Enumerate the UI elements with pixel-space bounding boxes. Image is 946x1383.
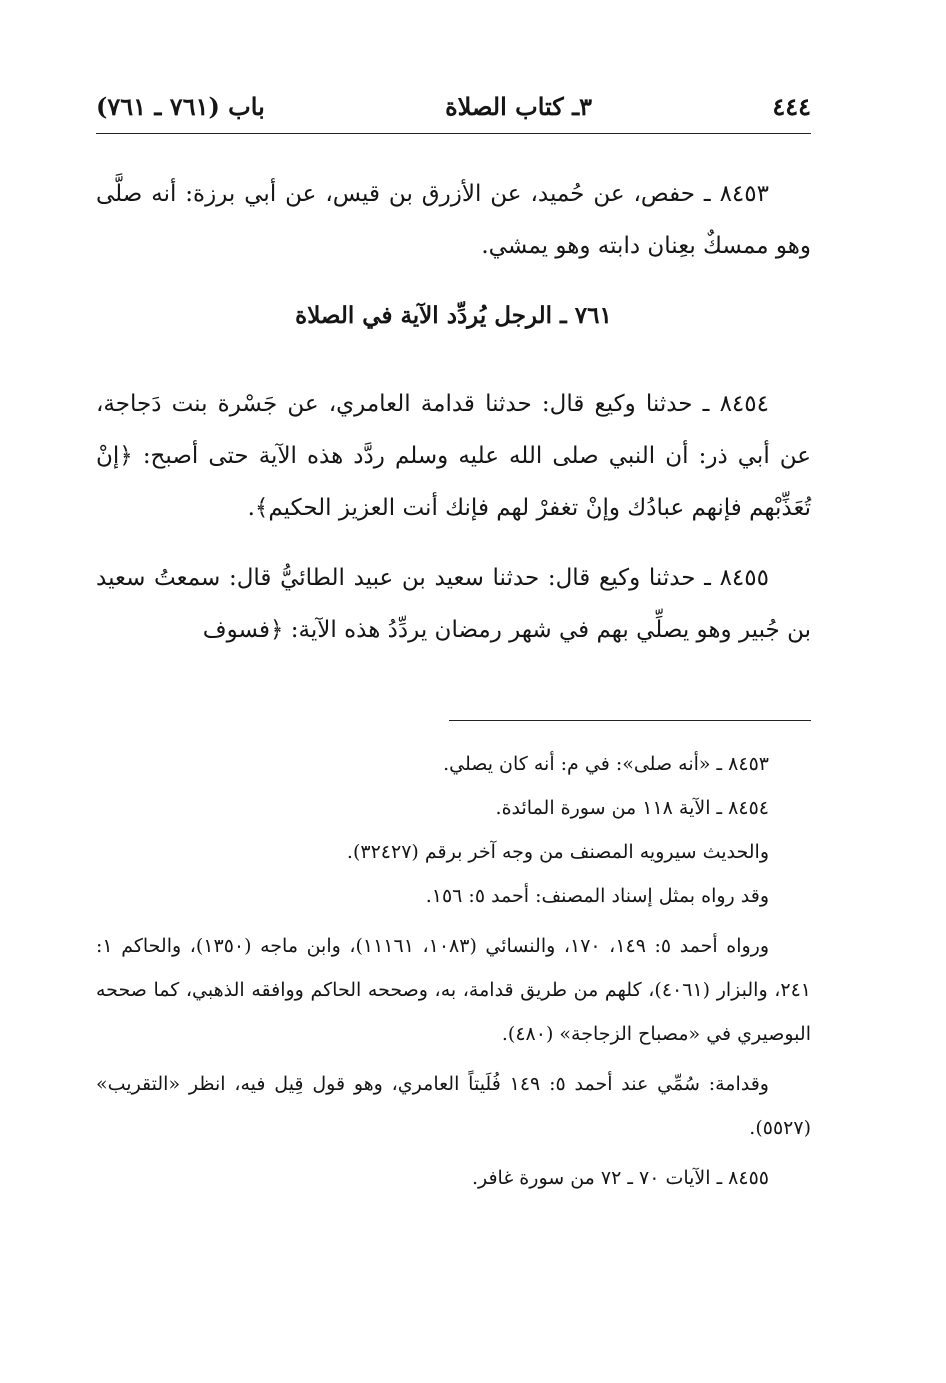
footnote-8454-cross-ref: والحديث سيرويه المصنف من وجه آخر برقم (٣٢٤٢٧). [346, 841, 769, 863]
chapter-heading: ٧٦١ ـ الرجل يُردِّد الآية في الصلاة [295, 302, 612, 329]
hadith-8453: ٨٤٥٣ ـ حفص، عن حُميد، عن الأزرق بن قيس، عن أبي برزة: أنه صلَّى وهو ممسكٌ بعِنان دابته وهو يمشي. [96, 181, 811, 259]
header-rule [96, 133, 811, 134]
chapter-range: باب (٧٦١ ـ ٧٦١) [96, 91, 265, 121]
footnotes [96, 742, 811, 1200]
footnote-rule [449, 720, 811, 721]
footnote-8453: ٨٤٥٣ ـ «أنه صلى»: في م: أنه كان يصلي. [443, 753, 769, 775]
running-header [96, 86, 811, 126]
hadith-8455: ٨٤٥٥ ـ حدثنا وكيع قال: حدثنا سعيد بن عبيد الطائيُّ قال: سمعتُ سعيد بن جُبير وهو يصلِّي بهم في شهر رمضان يردِّدُ هذه الآية: ﴿فسوف [96, 565, 811, 643]
book-title: ٣ـ كتاب الصلاة [445, 91, 592, 121]
main-text [96, 168, 811, 674]
footnote-8455: ٨٤٥٥ ـ الآيات ٧٠ ـ ٧٢ من سورة غافر. [471, 1167, 769, 1189]
footnote-8454-sources: ورواه أحمد ٥: ١٤٩، ١٧٠، والنسائي (١٠٨٣، ١١١٦١)، وابن ماجه (١٣٥٠)، والحاكم ١: ٢٤١، والبزار (٤٠٦١)، كلهم من طريق قدامة، به، وصححه الحاكم ووافقه الذهبي، كما صححه البوصيري في «مصباح الزجاجة» (٤٨٠). [96, 935, 812, 1045]
page-number: ٤٤٤ [772, 91, 811, 121]
footnote-8454-qudama: وقدامة: سُمِّي عند أحمد ٥: ١٤٩ فُلَيتاً العامري، وهو قول قِيل فيه، انظر «التقريب» (٥٥٢٧). [96, 1073, 811, 1139]
footnote-8454-verse: ٨٤٥٤ ـ الآية ١١٨ من سورة المائدة. [495, 797, 769, 819]
footnote-8454-ahmad: وقد رواه بمثل إسناد المصنف: أحمد ٥: ١٥٦. [425, 885, 769, 907]
hadith-8454: ٨٤٥٤ ـ حدثنا وكيع قال: حدثنا قدامة العامري، عن جَسْرة بنت دَجاجة، عن أبي ذر: أن النبي صلى الله عليه وسلم ردَّد هذه الآية حتى أصبح: ﴿إنْ تُعَذِّبْهم فإنهم عبادُك وإنْ تغفرْ لهم فإنك أنت العزيز الحكيم﴾. [96, 391, 811, 521]
book-page [96, 0, 811, 1383]
